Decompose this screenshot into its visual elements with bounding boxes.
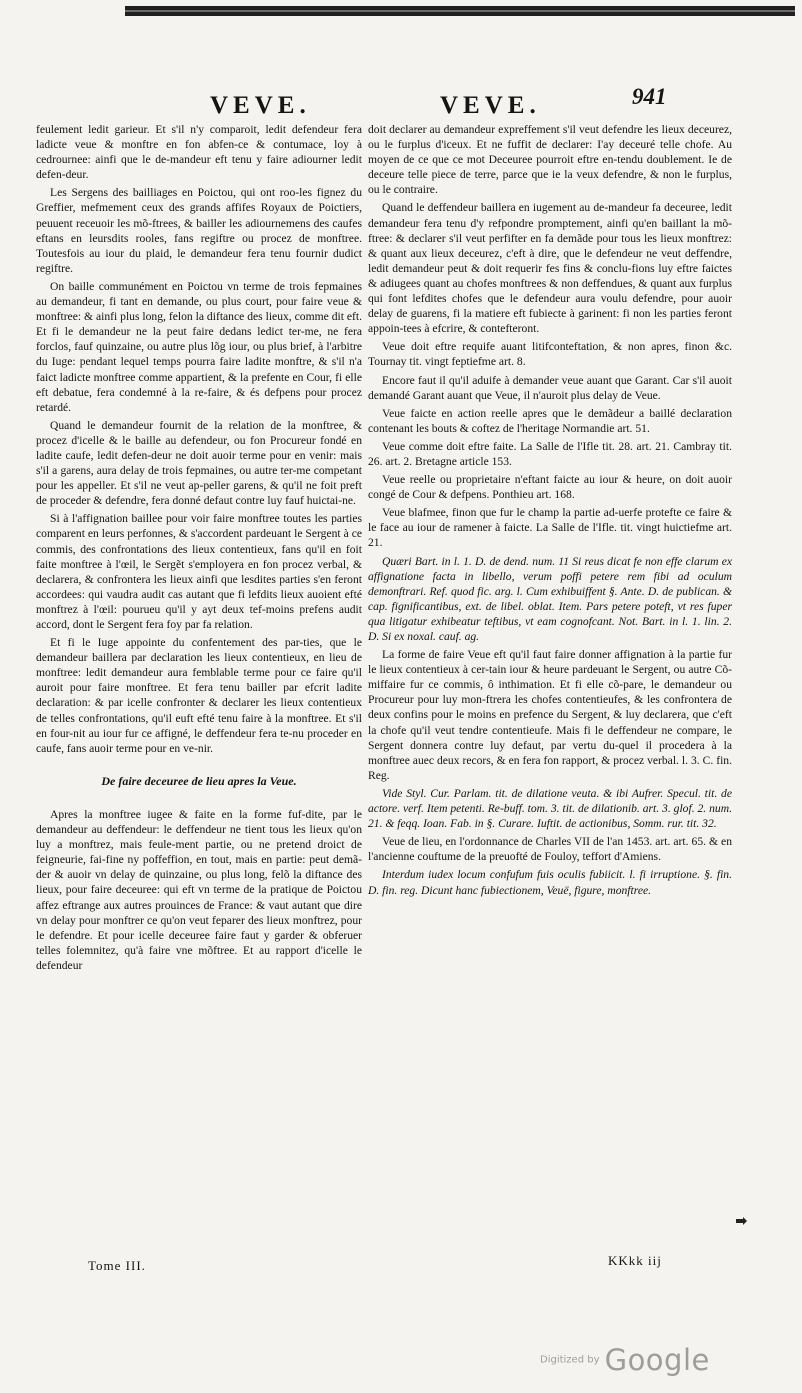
head-ornament: [125, 2, 795, 20]
paragraph: Veue blafmee, finon que fur le champ la partie ad-uerfe protefte ce faire & le face au iour de ramener à faicte. La Salle de l'Ifle. tit. vingt huictiefme art. 21.: [368, 506, 732, 550]
paragraph: Et fi le Iuge appointe du confentement des par-ties, que le demandeur baillera par declaration les lieux contentieux, en lieu de monftree: ledit demandeur aura femblable terme pour ce faire qu'il auroit pour faire monftree. Et fera tenu bailler par efcrit ladite declaration: & par icelle confronter & declarer les lieux contentieux de telles confrontations, qu'il euft efté tenu faire à la monftree. Et s'il en four-nit au iour fur ce affigné, le deffendeur fera te-nu proceder en caufe, fans auoir terme pour en ve-nir.: [36, 636, 362, 755]
page-number: 941: [632, 84, 667, 109]
paragraph: Veue faicte en action reelle apres que le demãdeur a baillé declaration contenant les bouts & coftez de l'heritage Normandie art. 51.: [368, 406, 732, 435]
paragraph: doit declarer au demandeur expreffement s'il veut defendre les lieux deceurez, ou le furplus d'iceux. Et ne fuffit de declarer: I'ay deceuré telle chofe. Au moyen de ce que ce mot Deceuree pourroit eftre en-tendu doublement. Ie de deceure telle piece de terre, parce que ie la veux defendre, & non le furplus, ou le contraire.: [368, 123, 732, 197]
paragraph: Les Sergens des bailliages en Poictou, qui ont roo-les fignez du Greffier, mefmement ceux des grands affifes Royaux de Poictiers, peuuent receuoir les mõ-ftrees, & bailler les adiournemens des caufes eftans en leursdits rooles, fans regiftre ou procez de monftree. Toutesfois au iour du plaid, le demandeur fera tenu fournir dudict regiftre.: [36, 186, 362, 275]
running-head-right: VEVE.: [440, 92, 541, 119]
paragraph: Veue doit eftre requife auant litifconteftation, & non apres, finon &c. Tournay tit. vingt feptiefme art. 8.: [368, 340, 732, 369]
paragraph: Si à l'affignation baillee pour voir faire monftree toutes les parties comparent en leurs perfonnes, & s'accordent pardeuant le Sergent à ce commis, des confrontations des lieux contentieux, fans qu'il en foit faite monftree à l'œil, le Sergẽt s'employera en fon procez verbal, & declarera, & confrontera les lieux ainfi que lesdites parties s'en feront accordees: qui vaudra audit cas autant que fi lefdits lieux auoient efté monftrez à l'œil: pourueu qu'il y ayt deux tef-moins prefens audit accord, dont le Sergent fera foy par fa relation.: [36, 512, 362, 631]
latin-citation: Vide Styl. Cur. Parlam. tit. de dilatione veuta. & ibi Aufrer. Specul. tit. de actore. verf. Item petenti. Re-buff. tom. 3. tit. de dilationib. art. 3. glof. 2. num. 21. & feqq. Ioan. Fab. in §. Curare. Iuftit. de actionibus, Somm. rur. tit. 32.: [368, 786, 732, 831]
google-logo: Google: [604, 1343, 710, 1377]
paragraph: Quand le demandeur fournit de la relation de la monftree, & procez d'icelle & le baille au defendeur, ou fon Procureur fondé en ladite caufe, ledit defen-deur ne doit auoir terme pour en venir: mais s'il a garens, aura delay de trois fepmaines, ou autre ter-me competant pour les appeller. Et s'il ne veut ap-peller garens, & qu'il ne foit preft de proceder & defendre, fera donné defaut contre luy fauf huictai-ne.: [36, 418, 362, 508]
paragraph: On baille communément en Poictou vn terme de trois fepmaines au demandeur, fi tant en demande, ou plus court, pour faire veue & monftree: & ainfi plus long, felon la diftance des lieux, comme dit eft. Et fi le demandeur ne la peut faire dedans ledict ter-me, ne fera forclos, fauf quinzaine, ou autre plus lõg iour, ou plus brief, à l'arbitre du Iuge: pendant lequel temps pourra faire ladite monftre, & s'il n'a faict ladicte monftree comme appartient, & la prefente en Cour, fi elle eft debatue, fera condemné à la re-faire, & és defpens pour procez retardé.: [36, 279, 362, 414]
paragraph: Quand le deffendeur baillera en iugement au de-mandeur fa deceuree, ledit demandeur fera tenu d'y refpondre promptement, ainfi qu'en baillant la mõ-ftree: & declarer s'il veut perfifter en fa demãde pour tous les lieux monftrez: & quant aux lieux deceurez, c'eft à dire, que le defendeur ne veut deffendre, ledit demandeur peut & doit requerir fes fins & conclu-fions luy eftre faictes & adiugees quant au chofes monftrees & non deffendues, & quant aux furplus qui font lefdites chofes que le defendeur aura voulu defendre, pour auoir delay de guarens, fi la matiere eft fubiecte à garinent: fi non les parties feront appoin-tees à efcrire, & contefteront.: [368, 201, 732, 336]
volume-label: Tome III.: [88, 1258, 146, 1273]
paragraph: Apres la monftree iugee & faite en la forme fuf-dite, par le demandeur au deffendeur: le deffendeur ne tient tous les lieux qu'on luy a monftrez, mais feule-ment partie, ou ne pretend droict de feigneurie, fai-fine ny poffeffion, en tout, mais en partie: peut demã-der & auoir vn delay de quinzaine, ou plus long, felõ la diftance des lieux, pour faire deceuree: qui eft vn terme de la pratique de Poictou affez eftrange aux autres prouinces de France: & vaut autant que dire vn delay pour monftrer ce qu'on veut feparer des lieux monftrez, pour le defendre. Et pour icelle deceuree faire faut y garder & obferuer telles folemnitez, qu'à faire vne mõftree. Et au rapport d'icelle le defendeur: [36, 807, 362, 972]
watermark-prefix: Digitized by: [540, 1354, 600, 1366]
left-column: [36, 122, 362, 976]
paragraph: feulement ledit garieur. Et s'il n'y comparoit, ledit defendeur fera ladicte veue & monftre en fon abfen-ce & contumace, loy à cedrournee: ainfi que le de-mandeur eft tenu y faire adiourner ledit defen-deur.: [36, 123, 362, 182]
running-head-left: VEVE.: [210, 92, 311, 119]
section-heading: De faire deceuree de lieu apres la Veue.: [101, 773, 297, 788]
paragraph: Veue de lieu, en l'ordonnance de Charles VII de l'an 1453. art. art. 65. & en l'ancienne couftume de la preuofté de Fouloy, teffort d'Amiens.: [368, 835, 732, 864]
right-column: [368, 122, 732, 901]
latin-citation: Interdum iudex locum confufum fuis oculis fubiicit. l. fi irruptione. §. fin. D. fin. reg. Dicunt hanc fubiectionem, Veuë, figure, monftree.: [368, 868, 732, 897]
paragraph: Veue comme doit eftre faite. La Salle de l'Ifle tit. 28. art. 21. Cambray tit. 26. art. 2. Bretagne article 153.: [368, 439, 732, 468]
paragraph: Encore faut il qu'il aduife à demander veue auant que Garant. Car s'il auoit demandé Garant auant que Veue, il n'auroit plus delay de Veue.: [368, 373, 732, 402]
digitized-watermark: [540, 1343, 710, 1377]
signature-mark: KKkk iij: [608, 1253, 662, 1268]
paragraph: La forme de faire Veue eft qu'il faut faire donner affignation à la partie fur le lieux contentieux à cer-tain iour & heure pardeuant le Sergent, ou autre Cõ-miffaire fur ce commis, ô inthimation. Et fi elle cõ-pare, le demandeur ou Procureur pour luy mon-ftrera les chofes contentieufes, & les confrontera de deux confins pour le moins en prefence du Sergent, & luy declarera, que c'eft la chofe qu'il veut tendre contentieufe. Mais fi le deffendeur ne compare, le Sergent donnera contre luy defaut, par vertu du-quel il procedera à la monftree auec deux recors, & en fera fon rapport, & procez verbal. l. 3. C. fin. Reg.: [368, 648, 732, 782]
pointing-hand-icon: [736, 1216, 748, 1226]
paragraph: Veue reelle ou proprietaire n'eftant faicte au iour & heure, on doit auoir congé de Cour & defpens. Ponthieu art. 168.: [368, 473, 732, 502]
latin-citation: Quæri Bart. in l. 1. D. de dend. num. 11 Si reus dicat fe non effe clarum ex affignatione facta in libello, verum poffi petere rem fibi ad oculum demonftrari. Ref. quod fic. arg. l. Cum exhibuiffent §. Ante. D. de publican. & cap. fignificantibus, ext. de libel. oblat. Item. Pars petere poteft, vt res fuper qua litigatur exhibeatur teftibus, vt eam cognofcant. Not. Bart. in l. 1. lin. 2. D. Si ex noxal. cauf. ag.: [368, 554, 732, 643]
